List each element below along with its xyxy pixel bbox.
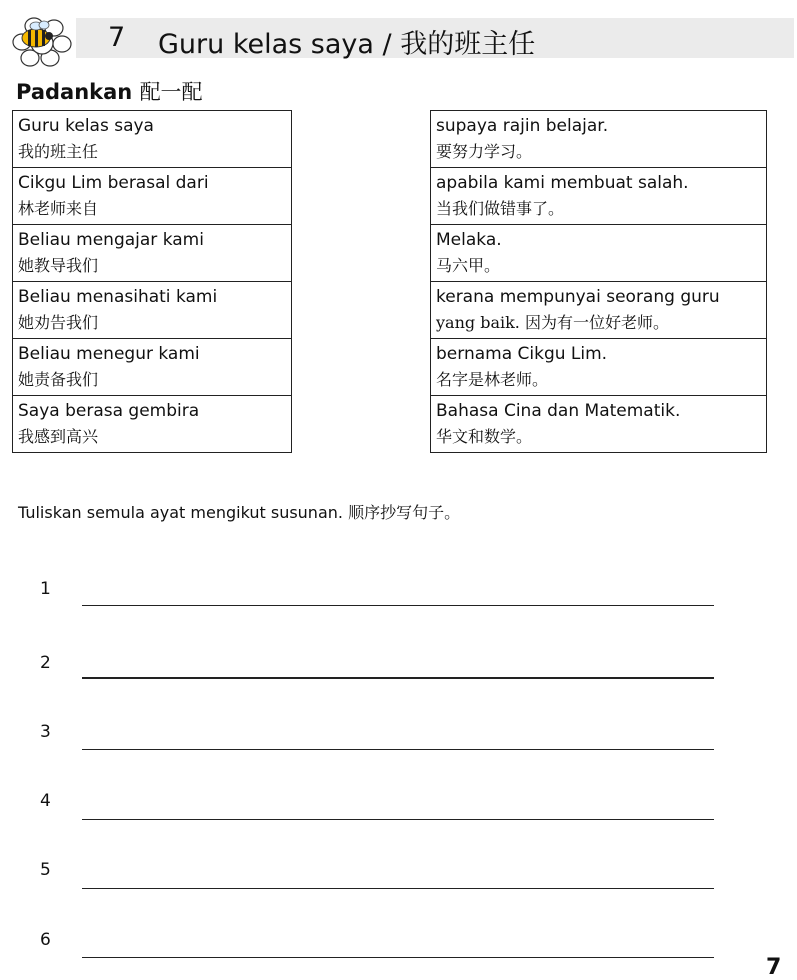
writing-line[interactable] — [82, 888, 714, 889]
phrase-ms: Melaka. — [436, 230, 502, 250]
table-row — [13, 396, 292, 453]
left-cell — [13, 339, 292, 396]
phrase-zh: 要努力学习。 — [436, 142, 533, 161]
phrase-ms: Bahasa Cina dan Matematik. — [436, 401, 681, 421]
table-row — [431, 111, 767, 168]
writing-line[interactable] — [82, 957, 714, 958]
phrase-ms: supaya rajin belajar. — [436, 116, 609, 136]
line-number: 6 — [40, 930, 51, 950]
line-number: 5 — [40, 860, 51, 880]
table-row — [431, 225, 767, 282]
table-row — [13, 168, 292, 225]
section-title-ms: Padankan — [16, 80, 133, 104]
phrase-ms: Cikgu Lim berasal dari — [18, 173, 209, 193]
left-cell — [13, 111, 292, 168]
phrase-ms: bernama Cikgu Lim. — [436, 344, 608, 364]
writing-line[interactable] — [82, 677, 714, 679]
left-cell — [13, 225, 292, 282]
instruction — [18, 500, 460, 523]
right-cell — [431, 396, 767, 453]
table-row — [13, 282, 292, 339]
line-number: 2 — [40, 653, 51, 673]
table-row — [13, 111, 292, 168]
writing-line[interactable] — [82, 749, 714, 750]
page-number: 7 — [766, 955, 782, 980]
table-row — [13, 225, 292, 282]
phrase-zh: 她责备我们 — [18, 370, 99, 389]
right-cell — [431, 168, 767, 225]
phrase-zh: 林老师来自 — [18, 199, 99, 218]
instruction-ms: Tuliskan semula ayat mengikut susunan. — [18, 503, 343, 522]
right-cell — [431, 339, 767, 396]
phrase-ms: Beliau menasihati kami — [18, 287, 218, 307]
phrase-zh: 我的班主任 — [18, 142, 99, 161]
phrase-ms: Saya berasa gembira — [18, 401, 200, 421]
left-cell — [13, 396, 292, 453]
table-row — [431, 396, 767, 453]
phrase-ms: kerana mempunyai seorang guru — [436, 287, 720, 307]
table-row — [13, 339, 292, 396]
phrase-zh: 华文和数学。 — [436, 427, 533, 446]
phrase-ms: apabila kami membuat salah. — [436, 173, 689, 193]
phrase-ms: Beliau menegur kami — [18, 344, 200, 364]
right-phrase-table — [430, 110, 767, 453]
table-row — [431, 339, 767, 396]
phrase-ms: Guru kelas saya — [18, 116, 154, 136]
section-title-zh: 配一配 — [139, 80, 203, 104]
phrase-zh: 马六甲。 — [436, 256, 501, 275]
left-cell — [13, 282, 292, 339]
unit-number: 7 — [108, 22, 126, 53]
unit-header — [0, 14, 797, 64]
table-row — [431, 282, 767, 339]
instruction-zh: 顺序抄写句子。 — [348, 503, 461, 522]
phrase-zh: 当我们做错事了。 — [436, 199, 565, 218]
unit-title: Guru kelas saya / 我的班主任 — [158, 29, 536, 60]
writing-line[interactable] — [82, 605, 714, 606]
writing-line[interactable] — [82, 819, 714, 820]
line-number: 1 — [40, 579, 51, 599]
right-cell — [431, 282, 767, 339]
line-number: 4 — [40, 791, 51, 811]
bee-flower-icon — [10, 14, 78, 68]
left-cell — [13, 168, 292, 225]
phrase-zh: 名字是林老师。 — [436, 370, 549, 389]
line-number: 3 — [40, 722, 51, 742]
phrase-zh: 我感到高兴 — [18, 427, 99, 446]
phrase-zh: 她教导我们 — [18, 256, 99, 275]
phrase-zh: yang baik. 因为有一位好老师。 — [436, 313, 669, 332]
right-cell — [431, 111, 767, 168]
left-phrase-table — [12, 110, 292, 453]
section-title — [16, 76, 203, 106]
phrase-zh: 她劝告我们 — [18, 313, 99, 332]
right-cell — [431, 225, 767, 282]
table-row — [431, 168, 767, 225]
phrase-ms: Beliau mengajar kami — [18, 230, 204, 250]
